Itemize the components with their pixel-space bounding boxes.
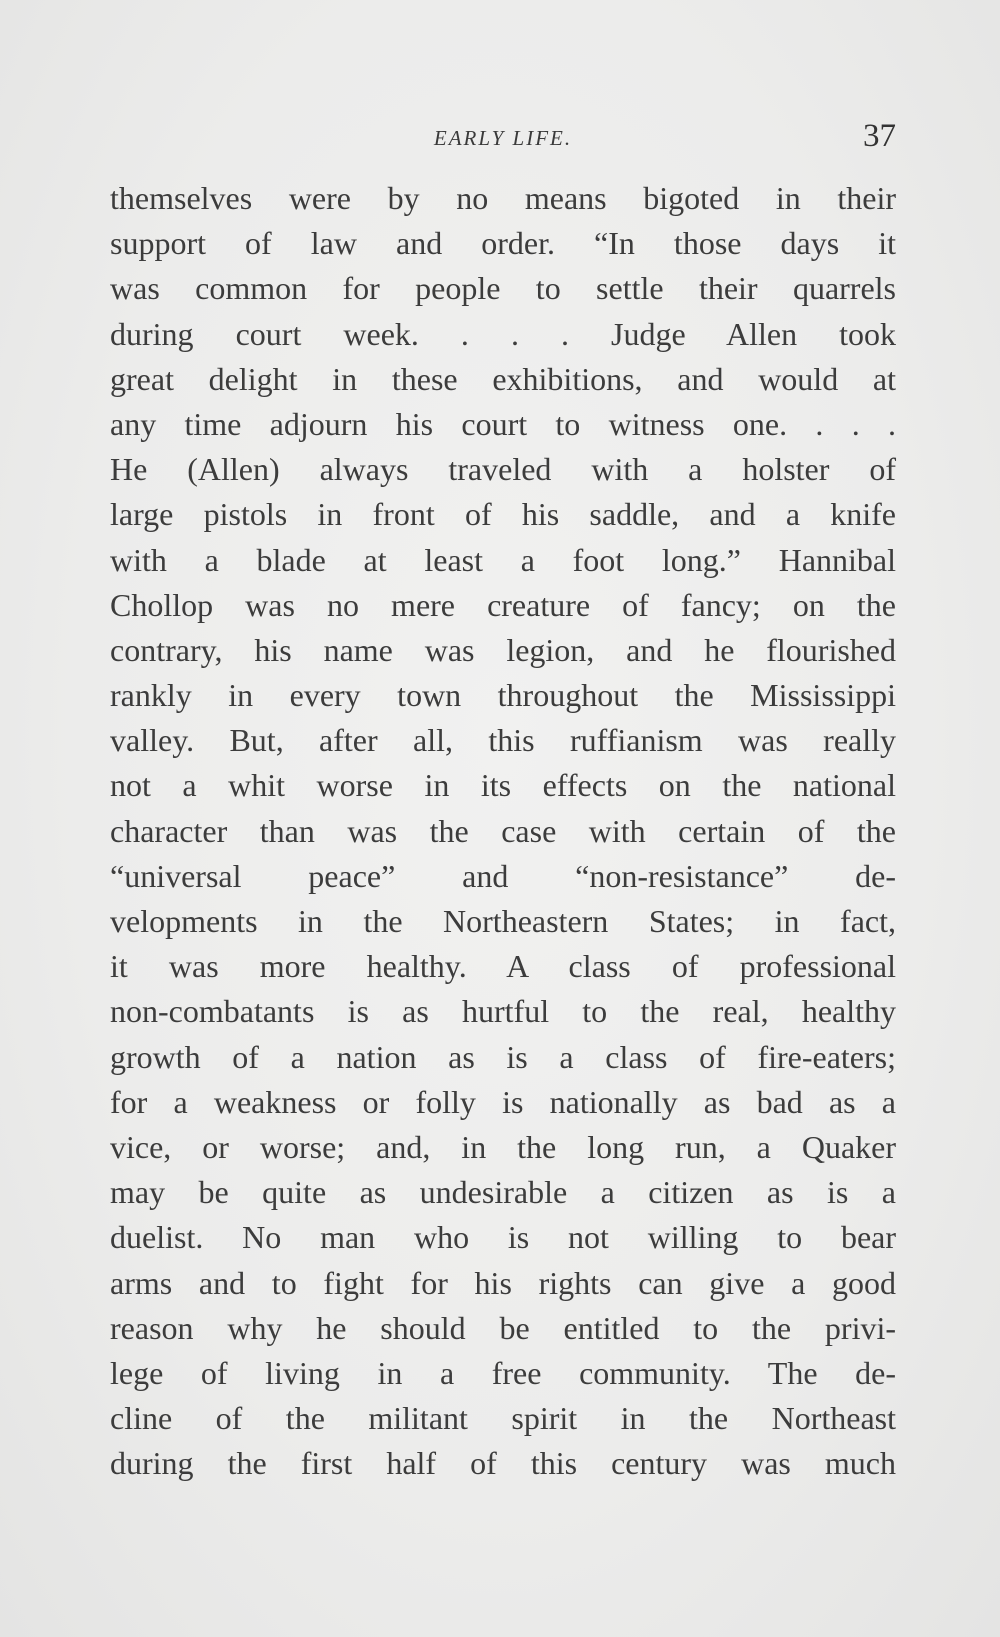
text-line: was common for people to settle their quarrels (110, 270, 896, 307)
text-line: contrary, his name was legion, and he flourished (110, 631, 896, 668)
text-line: with a blade at least a foot long.” Hannibal (110, 541, 896, 578)
text-line: vice, or worse; and, in the long run, a Quaker (110, 1128, 896, 1165)
text-line: rankly in every town throughout the Mississippi (110, 677, 896, 714)
text-line: may be quite as undesirable a citizen as is a (110, 1174, 896, 1211)
text-line: support of law and order. “In those days it (110, 225, 896, 262)
text-line: great delight in these exhibitions, and would at (110, 360, 896, 397)
text-line: not a whit worse in its effects on the national (110, 767, 896, 804)
page-number: 37 (863, 118, 896, 154)
text-line: lege of living in a free community. The de- (110, 1354, 896, 1391)
text-line: themselves were by no means bigoted in their (110, 180, 896, 216)
text-line: during court week. . . . Judge Allen took (110, 315, 896, 352)
text-line: “universal peace” and “non-resistance” de- (110, 857, 896, 894)
text-line: character than was the case with certain of the (110, 812, 896, 849)
text-line: arms and to fight for his rights can give a good (110, 1264, 896, 1301)
body-text (110, 176, 896, 1486)
text-line: non-combatants is as hurtful to the real, healthy (110, 993, 896, 1030)
text-line: He (Allen) always traveled with a holster of (110, 451, 896, 488)
text-line: cline of the militant spirit in the Northeast (110, 1400, 896, 1437)
text-line: for a weakness or folly is nationally as bad as a (110, 1083, 896, 1120)
running-title: EARLY LIFE. (433, 126, 573, 150)
text-line: large pistols in front of his saddle, and a knife (110, 496, 896, 533)
text-line: reason why he should be entitled to the privi- (110, 1309, 896, 1346)
text-line: valley. But, after all, this ruffianism was really (110, 722, 896, 759)
running-head (110, 118, 896, 158)
text-line: growth of a nation as is a class of fire-eaters; (110, 1038, 896, 1075)
text-line: velopments in the Northeastern States; in fact, (110, 903, 896, 939)
text-line: any time adjourn his court to witness one. . . . (110, 405, 896, 442)
text-line: Chollop was no mere creature of fancy; on the (110, 586, 896, 623)
text-line: during the first half of this century was much (110, 1445, 896, 1482)
text-line: it was more healthy. A class of professional (110, 948, 896, 985)
text-line: duelist. No man who is not willing to bear (110, 1219, 896, 1256)
